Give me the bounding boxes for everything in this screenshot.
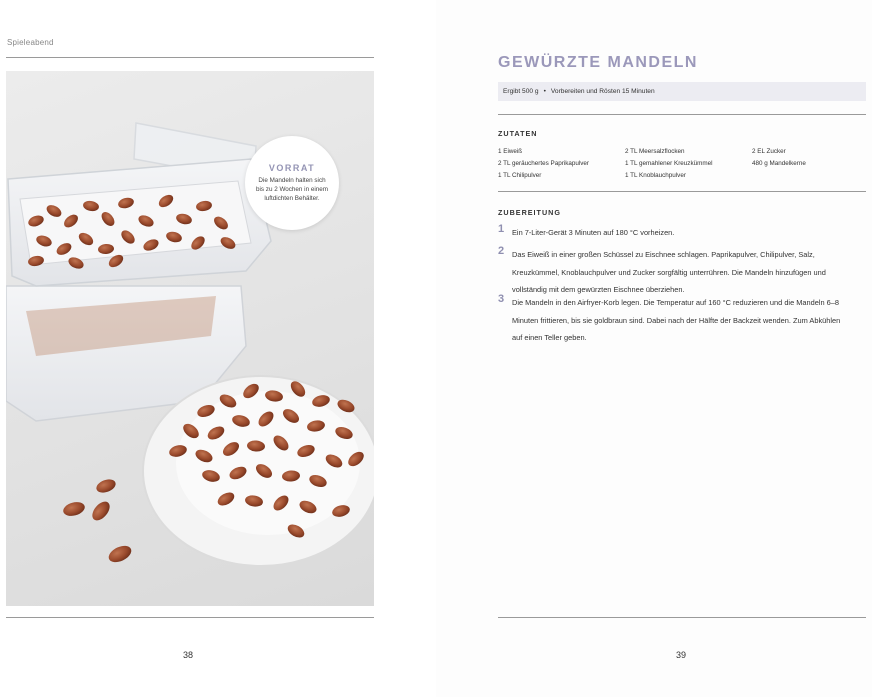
step-number: 1 [498,223,505,235]
recipe-info-bar [498,82,866,101]
bottom-rule-right [498,617,866,618]
ingredient-item: 2 TL Meersalzflocken [625,148,685,155]
vorrat-title: VORRAT [268,162,316,173]
page-number-right: 39 [676,650,687,660]
almonds-photo [6,71,374,606]
ingredient-item: 2 TL geräuchertes Paprikapulver [498,160,590,167]
rule-preparation [498,191,866,192]
step-text: Das Eiweiß in einer großen Schüssel zu Eischnee schlagen. Paprikapulver, Chilipulver, Salz, Kreuzkümmel, Knoblauchpulver und Zucker sorgfältig unterrühren. Die Mandeln hinzufügen und vollständig mit dem gewürzten Eischnee überziehen. [512,250,826,294]
preparation-heading: ZUBEREITUNG [498,208,561,217]
ingredients-column-2 [625,146,713,182]
ingredients-column-1 [498,146,589,182]
ingredients-column-3 [752,146,806,170]
top-rule [6,57,374,58]
rule-ingredients [498,114,866,115]
vorrat-text: Die Mandeln halten sich bis zu 2 Wochen in einem luftdichten Behälter. [256,176,328,203]
ingredient-item: 1 TL gemahlener Kreuzkümmel [625,160,713,167]
recipe-time: Vorbereiten und Rösten 15 Minuten [550,88,655,95]
step-text: Ein 7-Liter-Gerät 3 Minuten auf 180 °C vorheizen. [512,228,675,237]
running-head: Spieleabend [7,38,54,47]
ingredient-item: 2 EL Zucker [752,148,786,155]
recipe-yield: Ergibt 500 g [503,88,539,95]
page-number-left: 38 [183,650,194,660]
step-number: 3 [498,293,505,305]
step-text: Die Mandeln in den Airfryer-Korb legen. Die Temperatur auf 160 °C reduzieren und die Mandeln 6–8 Minuten frittieren, bis sie goldbraun sind. Dabei nach der Hälfte der Backzeit wenden. Zum Abkühlen auf einen Teller geben. [512,298,841,342]
ingredient-item: 1 TL Chilipulver [498,172,542,179]
ingredient-item: 1 Eiweiß [498,148,523,155]
vorrat-badge [245,136,339,230]
recipe-title: GEWÜRZTE MANDELN [498,54,698,71]
right-page [436,0,872,697]
ingredients-heading: ZUTATEN [498,129,538,138]
info-separator: • [543,88,546,95]
ingredient-item: 1 TL Knoblauchpulver [625,172,686,179]
step-number: 2 [498,245,505,257]
ingredient-item: 480 g Mandelkerne [752,160,806,167]
bottom-rule-left [6,617,374,618]
